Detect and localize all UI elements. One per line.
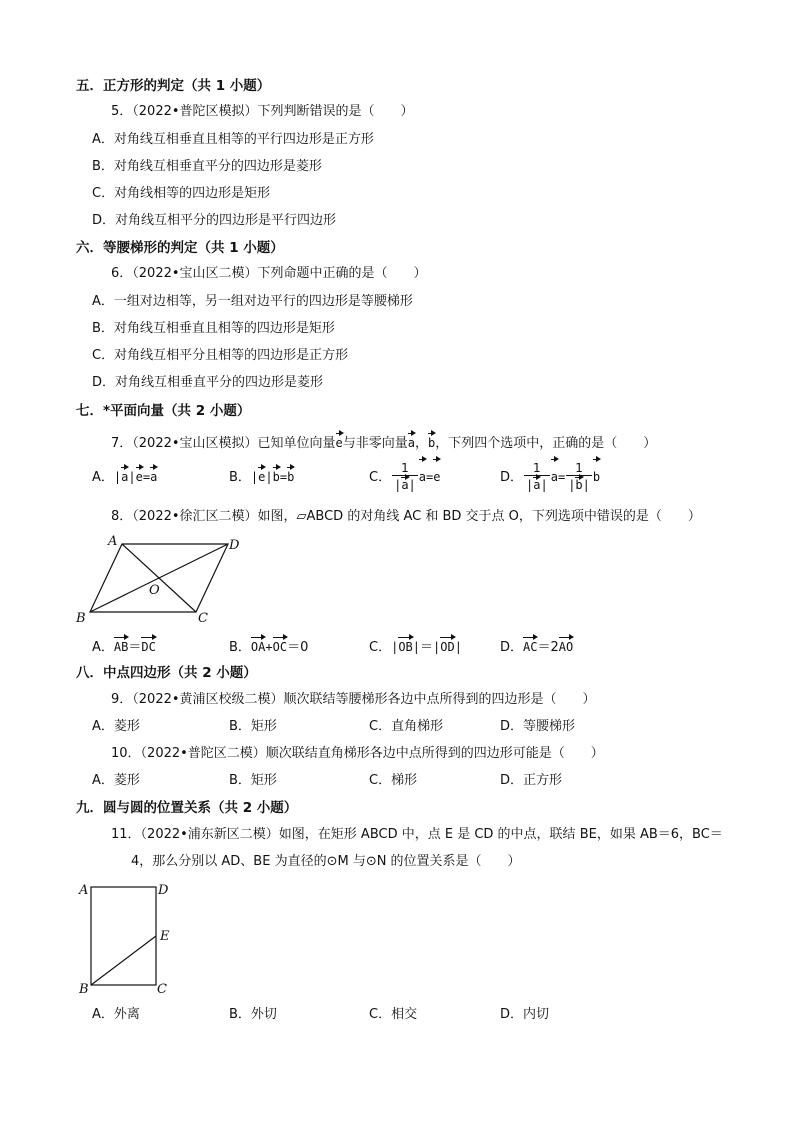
vector-a: a [408,432,415,452]
question-9-option-c: C．直角梯形 [369,719,444,734]
question-5-option-c: C．对角线相等的四边形是矩形 [92,186,271,201]
section-title-9: 九．圆与圆的位置关系（共 2 小题） [76,800,298,816]
question-11-stem-line-1: 11．（2022•浦东新区二模）如图，在矩形 ABCD 中，点 E 是 CD 的中点，联结 BE，如果 AB＝6，BC＝ [111,827,723,842]
section-title-7: 七．*平面向量（共 2 小题） [76,403,251,419]
question-11-stem-line-2: 4，那么分别以 AD、BE 为直径的⊙M 与⊙N 的位置关系是（ ） [131,854,521,869]
section-title-6: 六．等腰梯形的判定（共 1 小题） [76,240,284,256]
question-8-option-c: C．|OB|＝|OD| [369,636,462,657]
question-7-option-d: D． $\frac{1}{|a|}$ a= $\frac{1}{|b|}$ b [500,458,600,495]
label-d: D [158,883,169,898]
question-11-option-c: C．相交 [369,1007,418,1022]
vector-b: b [428,432,435,452]
label-d: D [229,538,240,553]
question-6-option-a: A．一组对边相等，另一组对边平行的四边形是等腰梯形 [92,294,413,309]
question-6-option-d: D．对角线互相垂直平分的四边形是菱形 [92,375,324,390]
label-b: B [79,982,89,997]
question-7-option-c: C． $\frac{1}{|a|}$ a=e [369,458,440,495]
question-10-option-d: D．正方形 [500,773,563,788]
question-9-option-b: B．矩形 [229,719,277,734]
vector-e: e [336,432,343,452]
question-11-option-d: D．内切 [500,1007,550,1022]
question-6-stem: 6．（2022•宝山区二模）下列命题中正确的是（ ） [111,266,427,281]
section-title-5: 五．正方形的判定（共 1 小题） [76,78,271,94]
question-5-option-b: B．对角线互相垂直平分的四边形是菱形 [92,159,322,174]
question-8-stem: 8．（2022•徐汇区二模）如图，▱ABCD 的对角线 AC 和 BD 交于点 O，下列选项中错误的是（ ） [111,509,701,524]
question-10-option-c: C．梯形 [369,773,418,788]
question-7-option-b: B．|e|b=b [229,466,294,487]
label-b: B [76,611,86,626]
parallelogram-figure [70,530,250,630]
question-9-stem: 9．（2022•黄浦区校级二模）顺次联结等腰梯形各边中点所得到的四边形是（ ） [111,692,596,707]
question-7-stem: 7．（2022•宝山区模拟）已知单位向量e与非零向量a，b，下列四个选项中，正确的是（ ） [111,432,656,453]
question-6-option-b: B．对角线互相垂直且相等的四边形是矩形 [92,321,335,336]
diagonal-bd [90,544,228,612]
rectangle-figure [70,877,190,999]
question-8-option-a: A．AB＝DC [92,636,156,657]
question-11-option-a: A．外离 [92,1007,140,1022]
segment-be [91,936,156,985]
question-7-option-a: A．|a|e=a [92,466,157,487]
question-10-stem: 10．（2022•普陀区二模）顺次联结直角梯形各边中点所得到的四边形可能是（ ） [111,746,604,761]
label-c: C [198,611,208,626]
section-title-8: 八．中点四边形（共 2 小题） [76,665,257,681]
label-e: E [160,929,170,944]
rectangle-abcd [91,887,156,985]
label-a: A [108,534,118,549]
question-10-option-b: B．矩形 [229,773,277,788]
label-o: O [149,583,160,598]
question-8-option-d: D．AC＝2AO [500,636,573,657]
question-10-option-a: A．菱形 [92,773,140,788]
label-a: A [79,883,89,898]
question-5-option-a: A．对角线互相垂直且相等的平行四边形是正方形 [92,132,374,147]
question-9-option-a: A．菱形 [92,719,140,734]
question-6-option-c: C．对角线互相平分且相等的四边形是正方形 [92,348,349,363]
question-9-option-d: D．等腰梯形 [500,719,576,734]
question-8-option-b: B．OA+OC＝0 [229,636,308,657]
question-11-option-b: B．外切 [229,1007,277,1022]
question-5-stem: 5．（2022•普陀区模拟）下列判断错误的是（ ） [111,104,414,119]
label-c: C [157,982,167,997]
question-5-option-d: D．对角线互相平分的四边形是平行四边形 [92,213,337,228]
